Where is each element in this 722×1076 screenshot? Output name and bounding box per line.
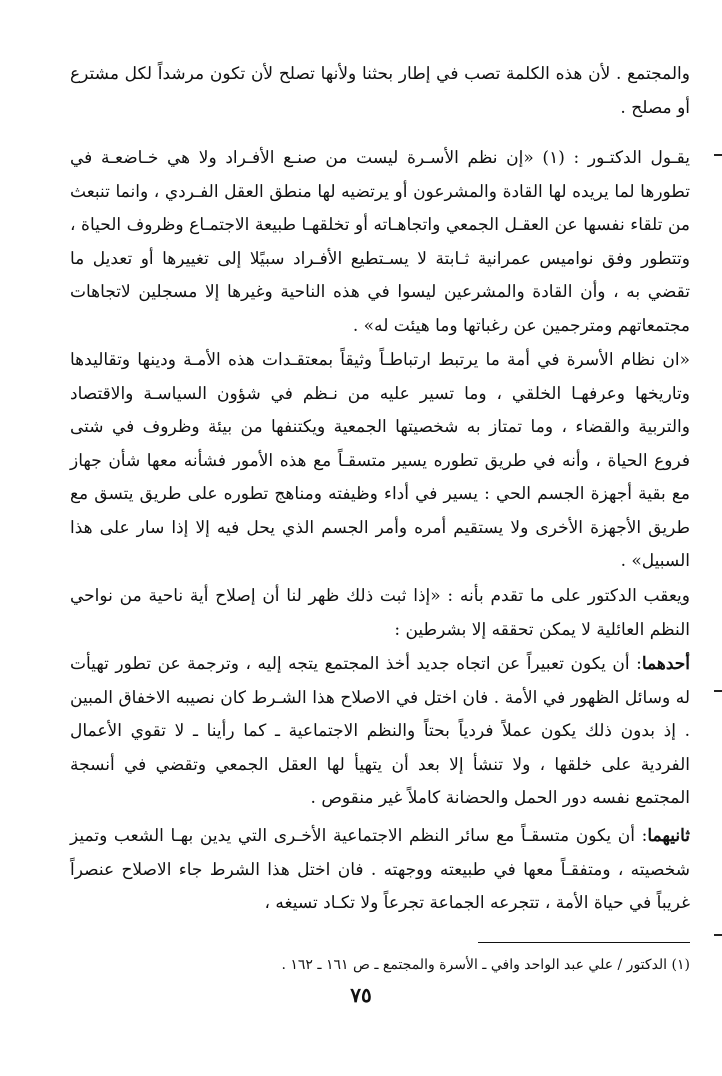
footnote-marker: (١) <box>671 957 690 973</box>
paragraph-6-text: : أن يكون متسقـاً مع سائر النظم الاجتماعية الأخـرى التي يدين بهـا الشعب وتميز شخصيته ، ومتفقـاً معها في طبيعته ووجهته . فان اختل هذا الشرط جاء الاصلاح عنصراً غريباً في حياة الأمة ، تتجرعه الجماعة تجرعاً ولا تكـاد تسيغه ، <box>70 826 690 913</box>
paragraph-5-lead: أحدهما <box>641 654 690 674</box>
footnote-text: الدكتور / علي عبد الواحد وافي ـ الأسرة والمجتمع ـ ص ١٦١ ـ ١٦٢ . <box>281 957 668 973</box>
paragraph-2 <box>70 142 690 343</box>
paragraph-3-text: «ان نظام الأسرة في أمة ما يرتبط ارتباطـاً وثيقاً بمعتقـدات هذه الأمـة ودينها وتقاليدها وتاريخها وعرفهـا الخلقي ، وما تسير عليه من نـظم في شؤون السياسـة والاقتصاد والتربية والقضاء ، وما تمتاز به شخصيتها الجمعية ويكتنفها من بيئة وظروف في شتى فروع الحياة ، وأنه في طريق تطوره يسير متسقـاً مع هذه الأمور فشأنه معها شأن جهاز مع بقية أجهزة الجسم الحي : يسير في أداء وظيفته ومناهج تطوره على طريق يتسق مع طريق الأجهزة الأخرى ولا يستقيم أمره وأمر الجسم الذي يحل فيه إلا إذا سار على هذا السبيل» . <box>70 350 690 571</box>
paragraph-1 <box>70 58 690 125</box>
paragraph-5 <box>70 648 690 816</box>
paragraph-2-text: يقـول الدكتـور : (١) «إن نظم الأسـرة ليست من صنـع الأفـراد ولا هي خـاضعـة في تطورها لما يريده لها القادة والمشرعون أو يرتضيه لها منطق العقل الفـردي ، وانما تنبعث من تلقاء نفسها عن العقـل الجمعي واتجاهـاته أو تخلقهـا طبيعة الاجتمـاع وظروف الحياة ، وتتطور وفق نواميس عمرانية ثـابتة لا يسـتطيع الأفـراد سبيًلا إلى تغييرها أو تعديل ما تقضي به ، وأن القادة والمشرعين ليسوا في هذه الناحية وغيرها إلا مسجلين لاتجاهات مجتمعاتهم ومترجمين عن رغباتها وما هيئت له» . <box>70 148 690 336</box>
footnote-divider <box>478 942 690 943</box>
paragraph-3 <box>70 344 690 579</box>
margin-mark <box>714 154 722 156</box>
paragraph-6 <box>70 820 690 921</box>
paragraph-1-text: والمجتمع . لأن هذه الكلمة تصب في إطار بحثنا ولأنها تصلح لأن تكون مرشداً لكل مشترع أو مصلح . <box>70 64 690 118</box>
paragraph-5-text: : أن يكون تعبيراً عن اتجاه جديد أخذ المجتمع يتجه إليه ، وترجمة عن تطور تهيأت له وسائل الظهور في الأمة . فان اختل في الاصلاح هذا الشـرط كان نصيبه الاخفاق المبين . إذ بدون ذلك يكون عملاً فردياً بحتاً والنظم الاجتماعية ـ كما رأينا ـ لا تقوي الأعمال الفردية على خلقها ، ولا تنشأ إلا بعد أن يتهيأ لها العقل الجمعي وتقضي في أنسجة المجتمع نفسه دور الحمل والحضانة كاملاً غير منقوص . <box>70 654 690 808</box>
paragraph-4-text: ويعقب الدكتور على ما تقدم بأنه : «إذا ثبت ذلك ظهر لنا أن إصلاح أية ناحية من نواحي النظم العائلية لا يمكن تحققه إلا بشرطين : <box>70 586 690 640</box>
margin-mark <box>714 934 722 936</box>
paragraph-4 <box>70 580 690 647</box>
margin-mark <box>714 690 722 692</box>
page-number: ٧٥ <box>350 983 372 1007</box>
paragraph-6-lead: ثانيهما <box>647 826 690 846</box>
footnote <box>70 954 690 976</box>
